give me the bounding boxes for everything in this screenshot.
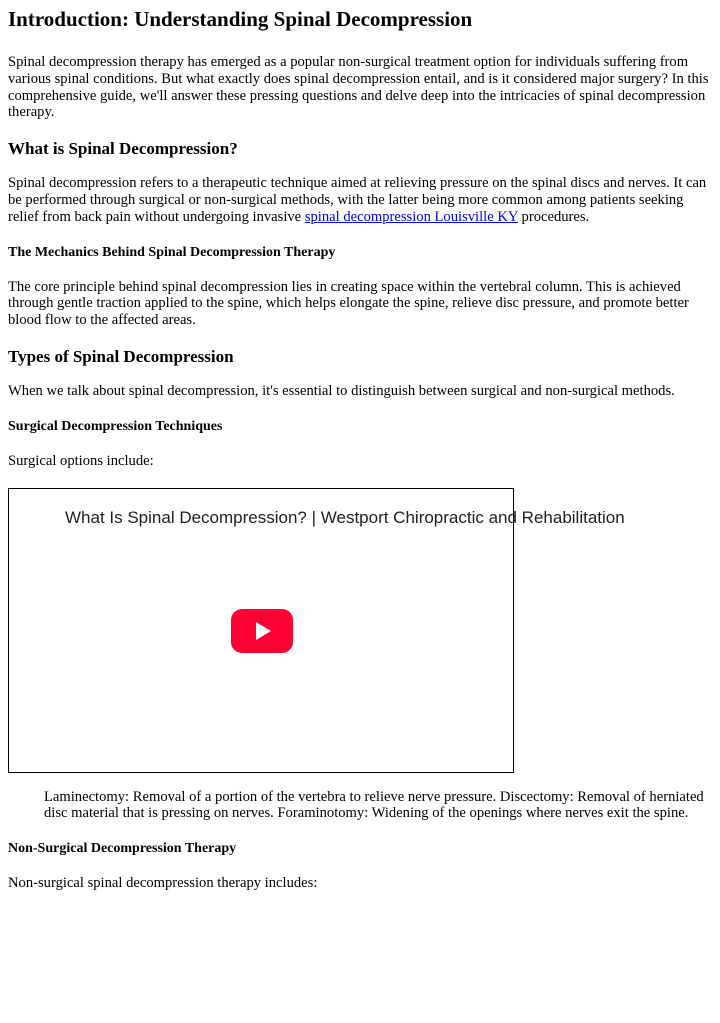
play-button-icon[interactable]: [231, 609, 293, 653]
mechanics-paragraph: The core principle behind spinal decompression lies in creating space within the vertebral column. This is achieved through gentle traction applied to the spine, which helps elongate the spine, relieve disc pressure, and promote better blood flow to the affected areas.: [8, 278, 689, 329]
surgical-paragraph: Surgical options include:: [8, 452, 154, 469]
surgical-heading: Surgical Decompression Techniques: [8, 418, 223, 434]
what-is-paragraph: [8, 175, 712, 225]
page-title: Introduction: Understanding Spinal Decompression: [8, 7, 473, 31]
intro-paragraph: Spinal decompression therapy has emerged as a popular non-surgical treatment option for individuals suffering from various spinal conditions. But what exactly does spinal decompression entail, and is it considered major surgery? In this comprehensive guide, we'll answer these pressing questions and delve deep into the intricacies of spinal decompression therapy.: [8, 54, 709, 121]
types-heading: Types of Spinal Decompression: [8, 346, 234, 366]
what-is-text-after: procedures.: [517, 208, 590, 225]
non-surgical-paragraph: Non-surgical spinal decompression therapy includes:: [8, 875, 318, 892]
video-embed[interactable]: [8, 488, 625, 773]
what-is-text-before: Spinal decompression refers to a therapeutic technique aimed at relieving pressure on the spinal discs and nerves. It can be performed through surgical or non-surgical methods, with the latter being more common among patients seeking relief from back pain without undergoing invasive: [8, 175, 707, 225]
spinal-decompression-link[interactable]: spinal decompression Louisville KY: [304, 208, 518, 225]
types-paragraph: When we talk about spinal decompression, it's essential to distinguish between surgical and non-surgical methods.: [8, 382, 675, 399]
video-title[interactable]: What Is Spinal Decompression? | Westport Chiropractic and Rehabilitation: [65, 507, 625, 527]
what-is-heading: What is Spinal Decompression?: [8, 139, 238, 159]
non-surgical-heading: Non-Surgical Decompression Therapy: [8, 841, 237, 857]
surgical-options-list: Laminectomy: Removal of a portion of the vertebra to relieve nerve pressure. Discectomy: Removal of herniated disc material that is pressing on nerves. Foraminotomy: Widening of the openings where nerves exit the spine.: [44, 788, 704, 822]
mechanics-heading: The Mechanics Behind Spinal Decompression Therapy: [8, 244, 336, 260]
